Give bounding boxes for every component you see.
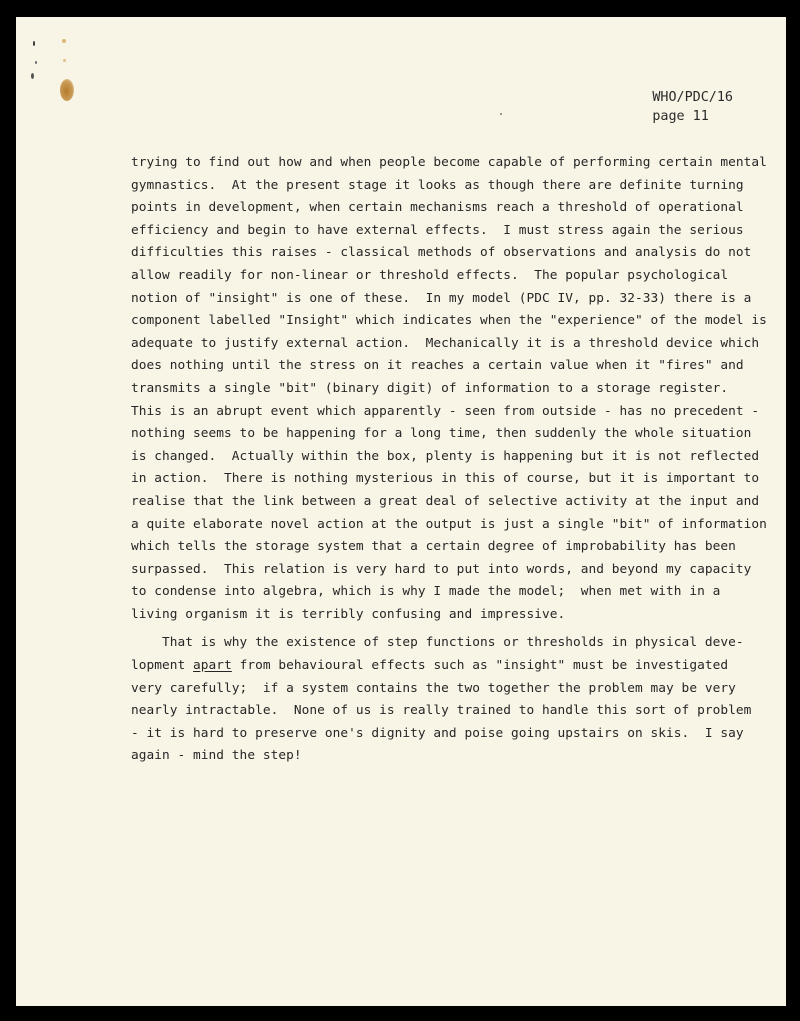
speck-mark: [63, 59, 66, 62]
speck-mark: [31, 73, 34, 79]
document-reference: WHO/PDC/16: [652, 90, 733, 105]
speck-mark: [62, 39, 66, 43]
text-line: gymnastics. At the present stage it looks as though there are definite turning: [131, 177, 744, 193]
text-line: That is why the existence of step functions or thresholds in physical deve-: [131, 635, 744, 651]
text-line: a quite elaborate novel action at the output is just a single "bit" of information: [131, 516, 767, 532]
text-fragment: lopment: [131, 658, 194, 674]
text-line: surpassed. This relation is very hard to put into words, and beyond my capacity: [131, 561, 752, 577]
text-line: difficulties this raises - classical methods of observations and analysis do not: [131, 245, 752, 261]
text-line: living organism it is terribly confusing and impressive.: [131, 606, 566, 622]
document-page: [16, 17, 786, 1006]
paragraph-1: [131, 152, 767, 626]
text-line: very carefully; if a system contains the two together the problem may be very: [131, 680, 736, 696]
page-header: [652, 88, 733, 126]
text-line: notion of "insight" is one of these. In my model (PDC IV, pp. 32-33) there is a: [131, 290, 752, 306]
text-line: adequate to justify external action. Mechanically it is a threshold device which: [131, 335, 760, 351]
text-line: [131, 655, 746, 678]
text-line: nearly intractable. None of us is really trained to handle this sort of problem: [131, 703, 752, 719]
paragraph-2: [131, 632, 752, 768]
text-line: allow readily for non-linear or threshold effects. The popular psychological: [131, 267, 729, 283]
text-line: - it is hard to preserve one's dignity and poise going upstairs on skis. I say: [131, 725, 744, 741]
text-line: points in development, when certain mechanisms reach a threshold of operational: [131, 200, 744, 216]
text-line: realise that the link between a great deal of selective activity at the input and: [131, 493, 760, 509]
text-line: which tells the storage system that a certain degree of improbability has been: [131, 539, 736, 555]
speck-mark: [35, 61, 37, 64]
stain-mark: [60, 79, 74, 101]
text-line: efficiency and begin to have external effects. I must stress again the serious: [131, 222, 744, 238]
text-line: to condense into algebra, which is why I made the model; when met with in a: [131, 584, 721, 600]
text-line: trying to find out how and when people become capable of performing certain mental: [131, 155, 767, 170]
document-body: [131, 152, 767, 768]
text-line: nothing seems to be happening for a long time, then suddenly the whole situation: [131, 426, 752, 442]
text-line: does nothing until the stress on it reaches a certain value when it "fires" and: [131, 358, 744, 374]
text-line: again - mind the step!: [131, 748, 302, 764]
text-line: This is an abrupt event which apparently - seen from outside - has no precedent -: [131, 403, 760, 419]
text-line: component labelled "Insight" which indicates when the "experience" of the model is: [131, 313, 767, 329]
speck-mark: [500, 113, 502, 115]
underlined-word: apart: [193, 658, 232, 674]
text-fragment: from behavioural effects such as "insight" must be investigated: [231, 658, 729, 674]
text-line: transmits a single "bit" (binary digit) of information to a storage register.: [131, 380, 729, 396]
text-line: in action. There is nothing mysterious in this of course, but it is important to: [131, 471, 760, 487]
speck-mark: [33, 41, 35, 46]
text-line: is changed. Actually within the box, plenty is happening but it is not reflected: [131, 448, 760, 464]
page-number: page 11: [652, 109, 709, 124]
